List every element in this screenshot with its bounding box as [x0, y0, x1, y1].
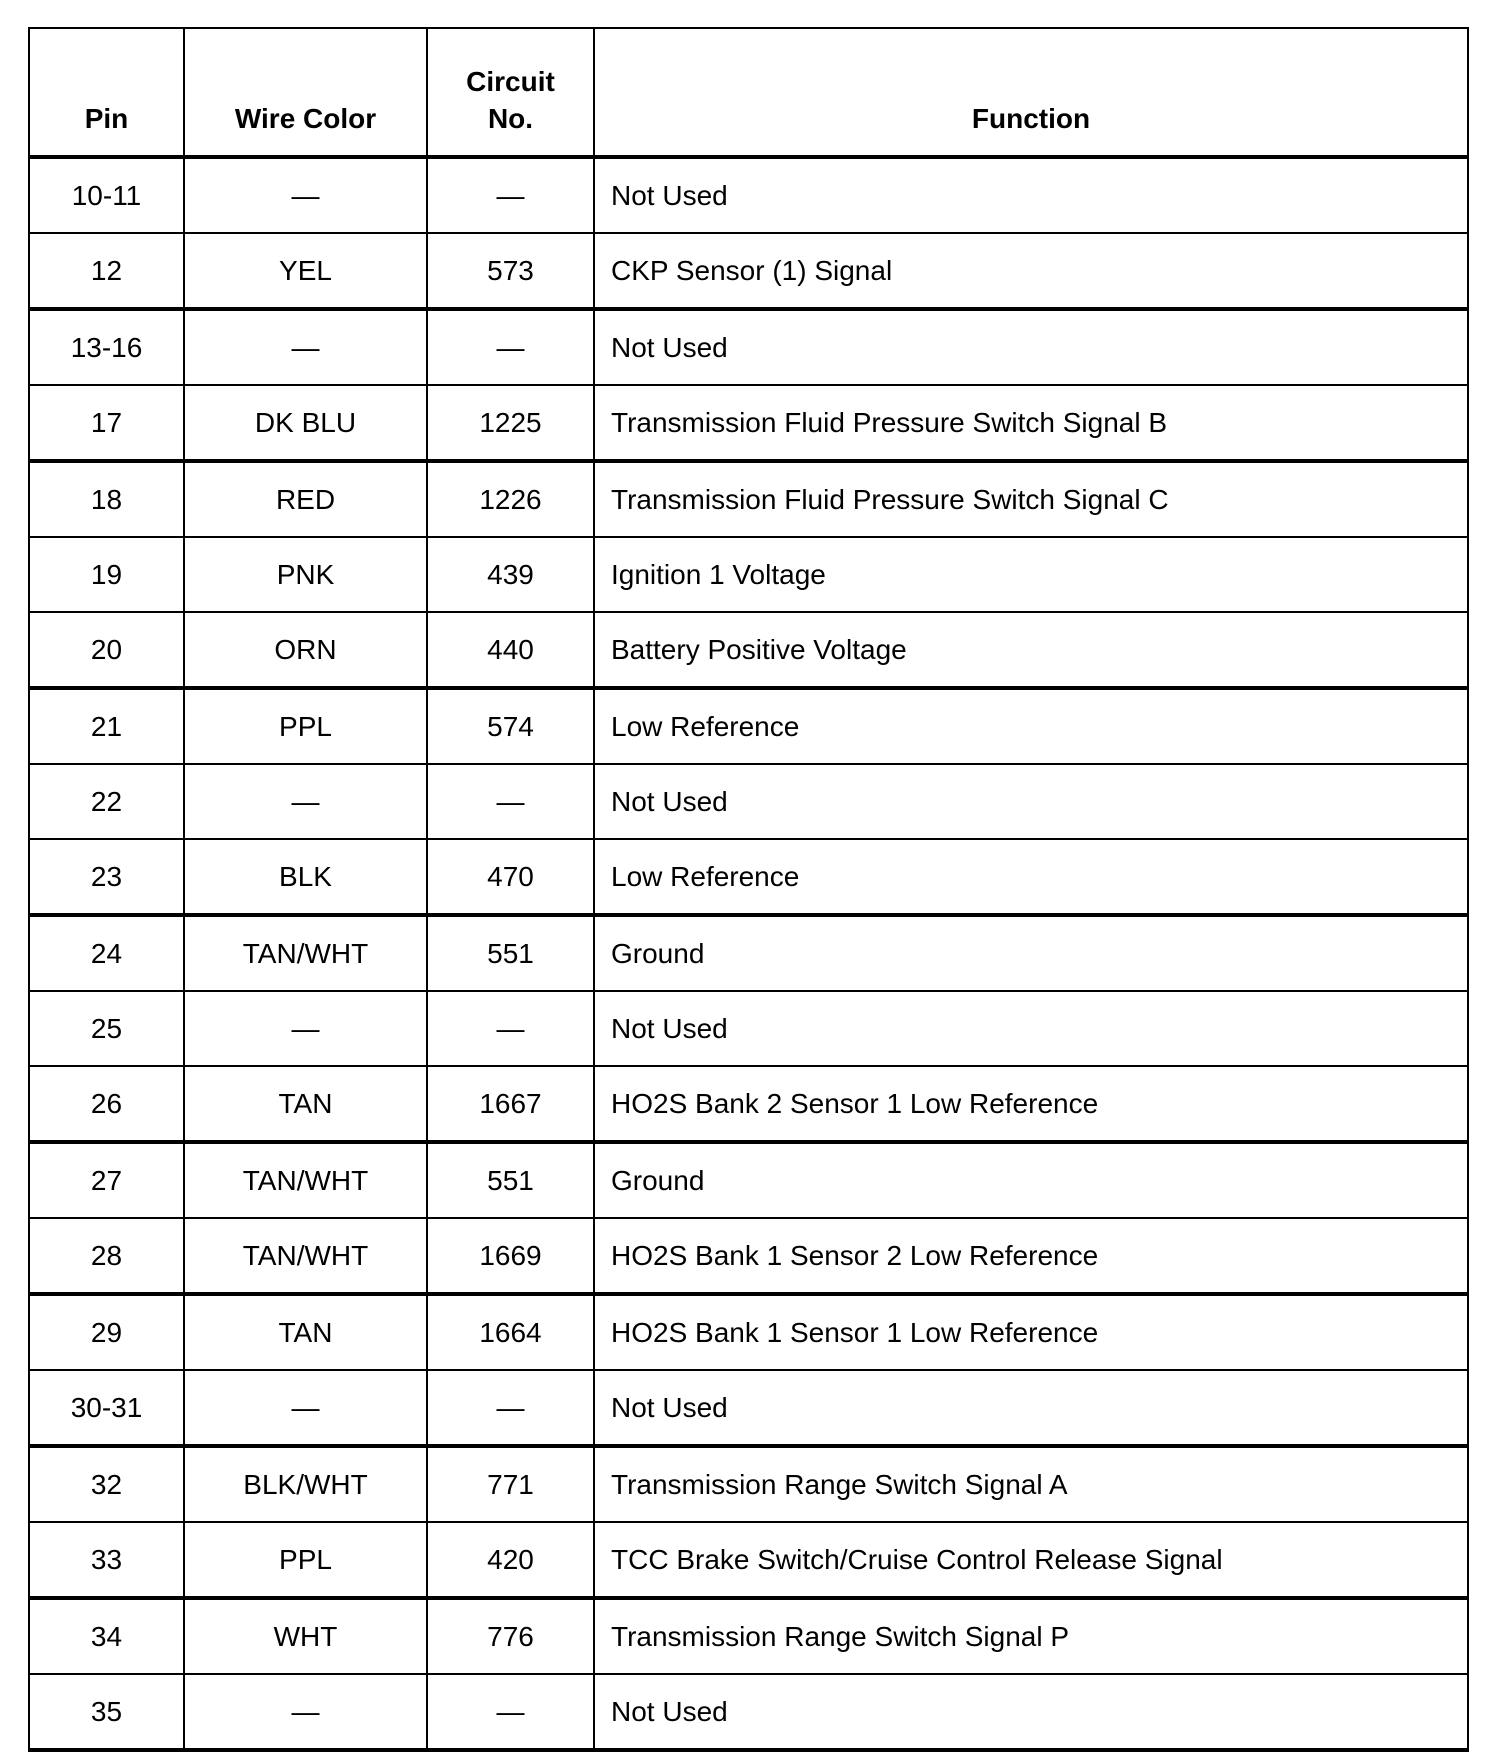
function-cell: Not Used: [594, 764, 1468, 839]
function-cell: Not Used: [594, 157, 1468, 233]
circuit-no-cell: —: [427, 309, 594, 385]
table-row: [29, 1066, 1468, 1142]
table-row: [29, 612, 1468, 688]
header-function: Function: [594, 28, 1468, 157]
pin-cell: 10-11: [29, 157, 184, 233]
circuit-no-cell: 1225: [427, 385, 594, 461]
pin-cell: 19: [29, 537, 184, 612]
function-cell: CKP Sensor (1) Signal: [594, 233, 1468, 309]
circuit-no-cell: —: [427, 1370, 594, 1446]
table-row: [29, 839, 1468, 915]
wire-color-cell: TAN: [184, 1066, 427, 1142]
wire-color-cell: RED: [184, 461, 427, 537]
function-cell: HO2S Bank 1 Sensor 1 Low Reference: [594, 1294, 1468, 1370]
wire-color-cell: —: [184, 1370, 427, 1446]
wire-color-cell: BLK: [184, 839, 427, 915]
function-cell: TCC Brake Switch/Cruise Control Release Signal: [594, 1522, 1468, 1598]
pin-cell: 25: [29, 991, 184, 1066]
function-cell: Ignition 1 Voltage: [594, 537, 1468, 612]
circuit-no-cell: 1667: [427, 1066, 594, 1142]
header-wire-color: Wire Color: [184, 28, 427, 157]
table-row: [29, 1522, 1468, 1598]
wire-color-cell: TAN/WHT: [184, 1142, 427, 1218]
circuit-no-cell: 439: [427, 537, 594, 612]
pin-cell: 21: [29, 688, 184, 764]
circuit-no-cell: 776: [427, 1598, 594, 1674]
pin-cell: 17: [29, 385, 184, 461]
table-row: [29, 915, 1468, 991]
table-row: [29, 1370, 1468, 1446]
pin-cell: 22: [29, 764, 184, 839]
wire-color-cell: —: [184, 1674, 427, 1750]
wire-color-cell: YEL: [184, 233, 427, 309]
circuit-no-cell: 1669: [427, 1218, 594, 1294]
wire-color-cell: WHT: [184, 1598, 427, 1674]
table-row: [29, 157, 1468, 233]
pin-cell: 13-16: [29, 309, 184, 385]
pin-cell: 34: [29, 1598, 184, 1674]
function-cell: Not Used: [594, 1370, 1468, 1446]
pin-cell: 30-31: [29, 1370, 184, 1446]
circuit-no-cell: —: [427, 157, 594, 233]
header-pin: Pin: [29, 28, 184, 157]
circuit-no-cell: 440: [427, 612, 594, 688]
table-row: [29, 233, 1468, 309]
table-body: [29, 157, 1468, 1750]
circuit-no-cell: 574: [427, 688, 594, 764]
table-row: [29, 1294, 1468, 1370]
function-cell: Not Used: [594, 1674, 1468, 1750]
table-row: [29, 991, 1468, 1066]
function-cell: Battery Positive Voltage: [594, 612, 1468, 688]
connector-pinout-table: [28, 27, 1469, 1752]
table-row: [29, 309, 1468, 385]
circuit-no-cell: 551: [427, 1142, 594, 1218]
pin-cell: 18: [29, 461, 184, 537]
pin-cell: 28: [29, 1218, 184, 1294]
circuit-no-cell: 573: [427, 233, 594, 309]
function-cell: HO2S Bank 1 Sensor 2 Low Reference: [594, 1218, 1468, 1294]
table-row: [29, 688, 1468, 764]
wire-color-cell: DK BLU: [184, 385, 427, 461]
function-cell: Transmission Fluid Pressure Switch Signal B: [594, 385, 1468, 461]
wire-color-cell: TAN/WHT: [184, 915, 427, 991]
function-cell: HO2S Bank 2 Sensor 1 Low Reference: [594, 1066, 1468, 1142]
pin-cell: 23: [29, 839, 184, 915]
circuit-no-cell: —: [427, 764, 594, 839]
wire-color-cell: BLK/WHT: [184, 1446, 427, 1522]
function-cell: Low Reference: [594, 688, 1468, 764]
wire-color-cell: PPL: [184, 1522, 427, 1598]
function-cell: Ground: [594, 1142, 1468, 1218]
wire-color-cell: —: [184, 764, 427, 839]
table-row: [29, 1446, 1468, 1522]
circuit-no-cell: 420: [427, 1522, 594, 1598]
header-circuit-line1: Circuit: [466, 66, 555, 98]
circuit-no-cell: 1226: [427, 461, 594, 537]
pin-cell: 32: [29, 1446, 184, 1522]
wire-color-cell: —: [184, 157, 427, 233]
pin-cell: 35: [29, 1674, 184, 1750]
function-cell: Transmission Range Switch Signal P: [594, 1598, 1468, 1674]
table-row: [29, 385, 1468, 461]
wire-color-cell: PNK: [184, 537, 427, 612]
pin-cell: 20: [29, 612, 184, 688]
wire-color-cell: —: [184, 309, 427, 385]
header-row: [29, 28, 1468, 157]
pin-cell: 33: [29, 1522, 184, 1598]
circuit-no-cell: —: [427, 1674, 594, 1750]
table-row: [29, 461, 1468, 537]
pin-cell: 27: [29, 1142, 184, 1218]
circuit-no-cell: 470: [427, 839, 594, 915]
pin-cell: 12: [29, 233, 184, 309]
circuit-no-cell: 771: [427, 1446, 594, 1522]
circuit-no-cell: —: [427, 991, 594, 1066]
header-circuit-no: [427, 28, 594, 157]
wire-color-cell: TAN/WHT: [184, 1218, 427, 1294]
function-cell: Not Used: [594, 309, 1468, 385]
function-cell: Transmission Range Switch Signal A: [594, 1446, 1468, 1522]
function-cell: Not Used: [594, 991, 1468, 1066]
function-cell: Ground: [594, 915, 1468, 991]
table-row: [29, 1142, 1468, 1218]
header-circuit-line2: No.: [487, 102, 534, 134]
wire-color-cell: ORN: [184, 612, 427, 688]
table-row: [29, 1598, 1468, 1674]
wire-color-cell: —: [184, 991, 427, 1066]
circuit-no-cell: 551: [427, 915, 594, 991]
table-row: [29, 764, 1468, 839]
pin-cell: 29: [29, 1294, 184, 1370]
function-cell: Low Reference: [594, 839, 1468, 915]
table-row: [29, 1218, 1468, 1294]
wire-color-cell: PPL: [184, 688, 427, 764]
function-cell: Transmission Fluid Pressure Switch Signal C: [594, 461, 1468, 537]
table-row: [29, 537, 1468, 612]
wire-color-cell: TAN: [184, 1294, 427, 1370]
circuit-no-cell: 1664: [427, 1294, 594, 1370]
pin-cell: 26: [29, 1066, 184, 1142]
table-row: [29, 1674, 1468, 1750]
pin-cell: 24: [29, 915, 184, 991]
